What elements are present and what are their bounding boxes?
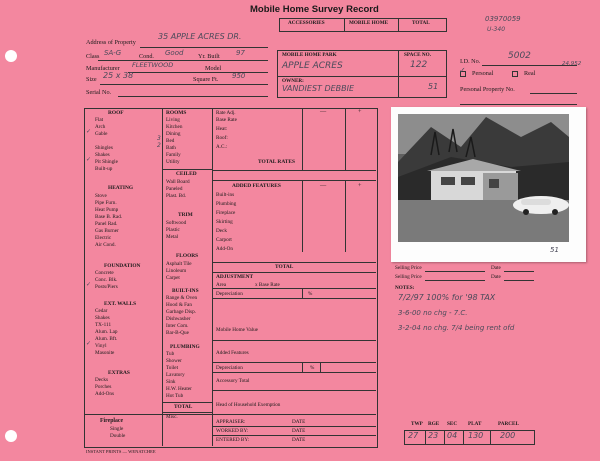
entered-by-date: DATE — [292, 437, 306, 443]
parcel-value: 04 — [447, 431, 458, 440]
sqft-value: 950 — [232, 72, 246, 80]
plumbing-item: Toilet — [166, 365, 179, 371]
ceiled-item: Plast. Bd. — [166, 193, 187, 199]
property-photo — [391, 107, 586, 262]
floors-header: FLOORS — [176, 253, 199, 259]
af-item: Built-ins — [216, 192, 235, 198]
address-label: Address of Property — [86, 39, 136, 46]
yr-built-value: 97 — [236, 49, 245, 57]
ext-walls-item: Alum. Bft. — [95, 336, 118, 342]
class-value: SA-G — [104, 49, 122, 57]
sale-date-label: Date — [491, 274, 501, 280]
af-plus: + — [358, 182, 362, 189]
built-ins-item: Inter Com. — [166, 323, 189, 329]
col-accessories: ACCESSORIES — [288, 20, 325, 26]
plumbing-item: Lavatory — [166, 372, 185, 378]
floors-item: Asphalt Tile — [166, 261, 192, 267]
roof-item: Gable — [95, 131, 108, 137]
selling-price-label: Selling Price — [395, 274, 422, 280]
af-item: Carport — [216, 237, 232, 243]
heating-item: Base B. Rad. — [95, 214, 123, 220]
depreciation-label: Depreciation — [216, 291, 243, 297]
af-item: Deck — [216, 228, 227, 234]
binder-hole — [5, 430, 17, 442]
yr-built-label: Yr. Built — [198, 53, 220, 60]
personal-label: Personal — [472, 70, 494, 77]
parcel-value: 200 — [500, 431, 516, 440]
af-item: Add-On — [216, 246, 234, 252]
roof-item: Flat — [95, 117, 104, 123]
rates-item: Heat: — [216, 126, 228, 132]
cond-value: Good — [165, 49, 184, 57]
class-label: Class — [86, 53, 100, 60]
parcel-header: TWP — [411, 421, 423, 427]
plumbing-item: Tub — [166, 351, 175, 357]
bath-count: 2 — [157, 142, 161, 149]
roof-item: Arch — [95, 124, 106, 130]
model-label: Model — [205, 65, 222, 72]
trim-item: Plastic — [166, 227, 180, 233]
roof-item: Shakes — [95, 152, 110, 158]
af-total: TOTAL — [275, 264, 294, 270]
owner-label: OWNER: — [282, 78, 304, 84]
parcel-header: SEC — [447, 421, 458, 427]
parcel-value: 130 — [468, 431, 484, 440]
owner-number: 51 — [428, 82, 439, 91]
roof-item: Built-up — [95, 166, 113, 172]
serial-label: Serial No. — [86, 89, 112, 96]
depreciation-pct: % — [308, 291, 313, 297]
rates-item: Base Rate — [216, 117, 237, 123]
space-value: 122 — [410, 60, 428, 70]
trim-item: Metal — [166, 234, 179, 240]
address-value: 35 APPLE ACRES DR. — [158, 32, 242, 41]
rates-item: Roof: — [216, 135, 228, 141]
heating-item: Electric — [95, 235, 112, 241]
ext-walls-item: TX-111 — [95, 322, 112, 328]
cond-label: Cond. — [139, 53, 154, 60]
floors-item: Linoleum — [166, 268, 187, 274]
ext-walls-item: Masonite — [95, 350, 115, 356]
foundation-item: Conc. Blk. — [95, 277, 118, 283]
foundation-header: FOUNDATION — [104, 263, 141, 269]
id-label: I.D. No. — [460, 58, 481, 65]
ceiled-item: Paneled — [166, 186, 183, 192]
photo-number: 51 — [550, 246, 559, 254]
park-label: MOBILE HOME PARK — [282, 52, 337, 58]
personal-property-label: Personal Property No. — [460, 86, 515, 93]
extras-item: Porches — [95, 384, 112, 390]
real-checkbox[interactable] — [512, 71, 518, 77]
trim-header: TRIM — [178, 212, 193, 218]
card-title: Mobile Home Survey Record — [250, 4, 379, 15]
personal-check-mark: ✓ — [459, 66, 466, 75]
hoh-label: Head of Household Exemption — [216, 402, 281, 408]
extras-item: Add-Ons — [95, 391, 115, 397]
depreciation2-pct: % — [310, 365, 315, 371]
af-item: Fireplace — [216, 210, 236, 216]
foundation-item: Concrete — [95, 270, 114, 276]
built-ins-item: Garbage Disp. — [166, 309, 196, 315]
id-note: 24,952 — [562, 61, 582, 67]
stamp-line-2: U-340 — [487, 26, 506, 33]
notes-label: NOTES: — [395, 285, 415, 291]
note-line: 3-6-00 no chg - 7.C. — [398, 309, 468, 317]
parcel-header: RGE — [428, 421, 440, 427]
worked-by-date: DATE — [292, 428, 306, 434]
manufacturer-label: Manufacturer — [86, 65, 120, 72]
ext-walls-item: Vinyl — [95, 343, 107, 349]
parcel-value: 23 — [428, 431, 439, 440]
heating-item: Air Cond. — [95, 242, 116, 248]
rooms-item: Family — [166, 152, 181, 158]
total-rates-label: TOTAL RATES — [258, 159, 295, 165]
plus-col: + — [358, 108, 362, 115]
selling-price-label: Selling Price — [395, 265, 422, 271]
heating-item: Pipe Furn. — [95, 200, 117, 206]
col-total: TOTAL — [412, 20, 430, 26]
heating-header: HEATING — [108, 185, 134, 191]
ceiled-header: CEILED — [176, 171, 197, 177]
added-features-header: ADDED FEATURES — [232, 183, 281, 189]
heating-item: Stove — [95, 193, 107, 199]
plumbing-item: Shower — [166, 358, 182, 364]
rates-item: Rate Adj. — [216, 110, 236, 116]
plumbing-item: H.W. Heater — [166, 386, 192, 392]
printer-footer: INSTANT PRINTS — WENATCHEE — [86, 449, 156, 454]
col-mobile-home: MOBILE HOME — [349, 20, 389, 26]
added-features-label: Added Features — [216, 350, 249, 356]
size-label: Size — [86, 76, 97, 83]
ext-walls-item: Cedar — [95, 308, 108, 314]
real-label: Real — [524, 70, 536, 77]
note-line: 3-2-04 no chg. 7/4 being rent ofd — [398, 324, 515, 332]
built-ins-item: Bar-B-Que — [166, 330, 189, 336]
area-label: Area — [216, 282, 227, 288]
roof-item: Shingles — [95, 145, 113, 151]
id-value: 5002 — [508, 51, 531, 61]
accessory-total-label: Accessory Total — [216, 378, 250, 384]
rates-item: A.C.: — [216, 144, 228, 150]
manufacturer-value: FLEETWOOD — [132, 61, 174, 69]
ext-walls-header: EXT. WALLS — [104, 301, 137, 307]
rooms-item: Dining — [166, 131, 181, 137]
floors-item: Carpet — [166, 275, 180, 281]
built-ins-item: Range & Oven — [166, 295, 198, 301]
plumbing-header: PLUMBING — [170, 344, 200, 350]
base-rate-label: x Base Rate — [255, 282, 280, 288]
roof-item: Pit Shingle — [95, 159, 118, 165]
bed-count: 3 — [157, 135, 161, 142]
parcel-header: PARCEL — [498, 421, 519, 427]
sqft-label: Square Ft. — [193, 76, 219, 83]
extras-item: Decks — [95, 377, 108, 383]
binder-hole — [5, 50, 17, 62]
ext-walls-check-mark: ✓ — [86, 340, 92, 347]
owner-value: VANDIEST DEBBIE — [282, 84, 355, 93]
worked-by-label: WORKED BY: — [216, 428, 249, 434]
depreciation2-label: Depreciation — [216, 365, 243, 371]
heating-item: Gas Burner — [95, 228, 119, 234]
rooms-item: Bath — [166, 145, 176, 151]
built-ins-item: Hood & Fan — [166, 302, 192, 308]
built-ins-header: BUILT-INS — [172, 288, 199, 294]
af-minus: — — [320, 182, 327, 189]
size-value: 25 x 38 — [103, 71, 134, 80]
rooms-item: Utility — [166, 159, 180, 165]
adjustment-header: ADJUSTMENT — [216, 274, 254, 280]
rooms-item: Bed — [166, 138, 175, 144]
foundation-item: Posts/Piers — [95, 284, 118, 290]
sale-date-label: Date — [491, 265, 501, 271]
rooms-item: Kitchen — [166, 124, 183, 130]
ceiled-item: Wall Board — [166, 179, 190, 185]
parcel-header: PLAT — [468, 421, 482, 427]
minus-col: — — [320, 108, 327, 115]
heating-item: Panel Rad. — [95, 221, 118, 227]
space-label: SPACE NO. — [404, 52, 431, 58]
appraiser-date: DATE — [292, 419, 306, 425]
stamp-line-1: 03970059 — [485, 15, 521, 23]
af-item: Skirting — [216, 219, 233, 225]
mhv-label: Mobile Home Value — [216, 327, 258, 333]
appraiser-label: APPRAISER: — [216, 419, 246, 425]
parcel-value: 27 — [408, 431, 419, 440]
entered-by-label: ENTERED BY: — [216, 437, 250, 443]
rooms-header: ROOMS — [166, 110, 187, 116]
roof-check-mark: ✓ — [86, 128, 92, 135]
rooms-item: Living — [166, 117, 180, 123]
note-line: 7/2/97 100% for '98 TAX — [398, 293, 496, 302]
park-value: APPLE ACRES — [282, 61, 343, 71]
plumbing-item: Hot Tub — [166, 393, 184, 399]
mobile-home-photo-image — [391, 107, 586, 262]
af-item: Plumbing — [216, 201, 237, 207]
extras-header: EXTRAS — [108, 370, 130, 376]
plumbing-item: Sink — [166, 379, 176, 385]
fireplace-header: Fireplace — [100, 418, 124, 424]
roof-header: ROOF — [108, 110, 124, 116]
heating-item: Heat Pump — [95, 207, 119, 213]
misc-label: Misc. — [166, 414, 178, 420]
built-ins-item: Dishwasher — [166, 316, 191, 322]
fireplace-item: Double — [110, 433, 126, 439]
roof-check-mark: ✓ — [86, 156, 92, 163]
ext-walls-item: Shakes — [95, 315, 110, 321]
fireplace-item: Single — [110, 426, 124, 432]
plumbing-total: TOTAL — [174, 404, 193, 410]
trim-item: Softwood — [166, 220, 187, 226]
foundation-check-mark: ✓ — [86, 281, 92, 288]
ext-walls-item: Alum. Lap — [95, 329, 118, 335]
